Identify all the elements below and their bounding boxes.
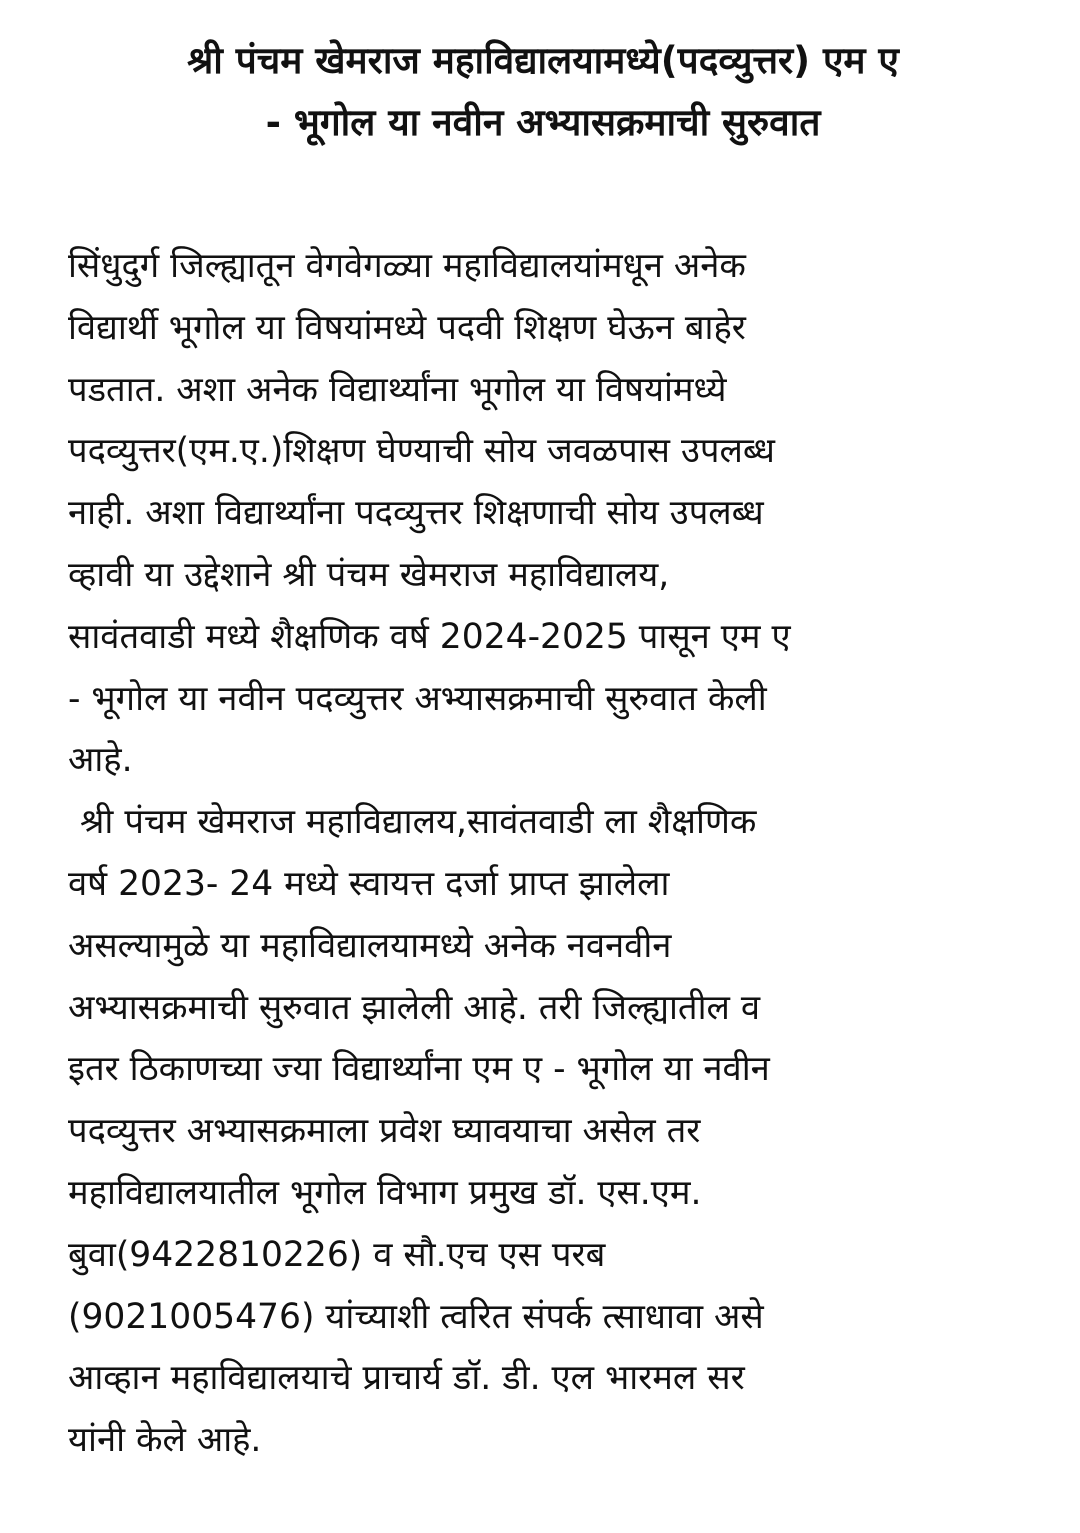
text-line: नाही. अशा विद्यार्थ्यांना पदव्युत्तर शिक्षणाची सोय उपलब्ध	[68, 493, 764, 534]
text-line: पदव्युत्तर अभ्यासक्रमाला प्रवेश घ्यावयाचा असेल तर	[68, 1111, 701, 1152]
text-line: बुवा(9422810226) व सौ.एच एस परब	[68, 1234, 606, 1275]
text-line: अभ्यासक्रमाची सुरुवात झालेली आहे. तरी जिल्ह्यातील व	[68, 987, 761, 1028]
text-line: व्हावी या उद्देशाने श्री पंचम खेमराज महाविद्यालय,	[68, 554, 670, 595]
paragraph-contact	[68, 792, 1018, 1472]
text-line: विद्यार्थी भूगोल या विषयांमध्ये पदवी शिक्षण घेऊन बाहेर	[68, 307, 746, 348]
text-line: श्री पंचम खेमराज महाविद्यालय,सावंतवाडी ला शैक्षणिक	[80, 802, 757, 843]
article-body	[68, 236, 1018, 1472]
text-line: - भूगोल या नवीन पदव्युत्तर अभ्यासक्रमाची सुरुवात केली	[68, 678, 767, 719]
text-line: पडतात. अशा अनेक विद्यार्थ्यांना भूगोल या विषयांमध्ये	[68, 369, 727, 410]
text-line: पदव्युत्तर(एम.ए.)शिक्षण घेण्याची सोय जवळपास उपलब्ध	[68, 431, 775, 472]
page-title	[68, 30, 1018, 154]
text-line: सिंधुदुर्ग जिल्ह्यातून वेगवेगळ्या महाविद्यालयांमधून अनेक	[68, 246, 746, 286]
text-line: यांनी केले आहे.	[68, 1420, 262, 1461]
title-line: श्री पंचम खेमराज महाविद्यालयामध्ये(पदव्युत्तर) एम ए	[187, 39, 899, 82]
text-line: इतर ठिकाणच्या ज्या विद्यार्थ्यांना एम ए - भूगोल या नवीन	[68, 1049, 770, 1090]
text-line: आहे.	[68, 740, 133, 781]
text-line: वर्ष 2023- 24 मध्ये स्वायत्त दर्जा प्राप्त झालेला	[68, 863, 670, 904]
text-line: (9021005476) यांच्याशी त्वरित संपर्क त्साधावा असे	[68, 1296, 764, 1337]
text-line: असल्यामुळे या महाविद्यालयामध्ये अनेक नवनवीन	[68, 925, 672, 966]
text-line: महाविद्यालयातील भूगोल विभाग प्रमुख डॉ. एस.एम.	[68, 1172, 702, 1213]
text-line: सावंतवाडी मध्ये शैक्षणिक वर्ष 2024-2025 पासून एम ए	[68, 616, 791, 657]
title-line: - भूगोल या नवीन अभ्यासक्रमाची सुरुवात	[265, 101, 821, 144]
text-line: आव्हान महाविद्यालयाचे प्राचार्य डॉ. डी. एल भारमल सर	[68, 1358, 745, 1399]
paragraph-intro	[68, 236, 1018, 792]
